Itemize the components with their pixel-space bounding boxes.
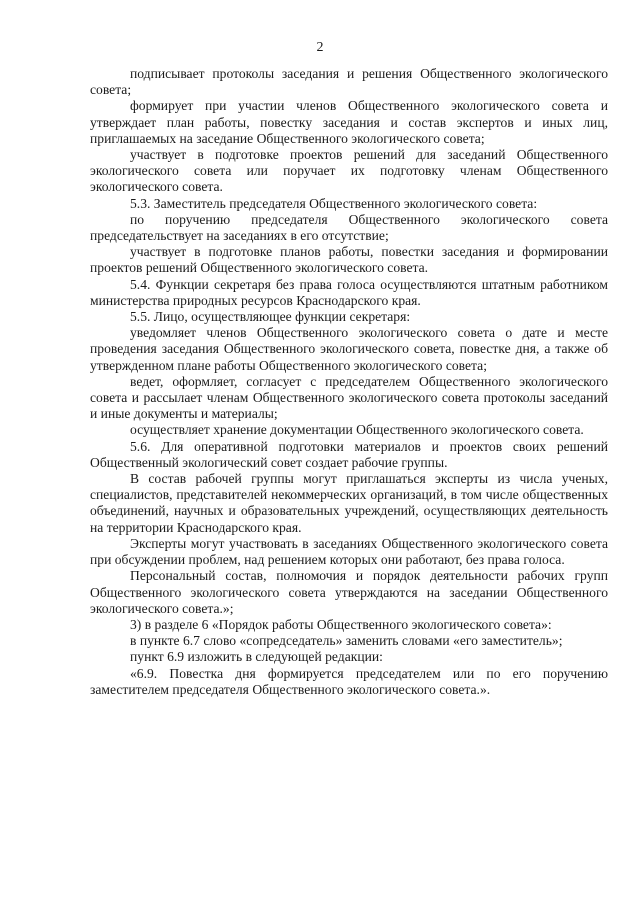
paragraph: Персональный состав, полномочия и порядок деятельности рабочих групп Общественного экологического совета утверждаются на заседании Общественного экологического совета.»; [90, 568, 608, 616]
paragraph: 5.6. Для оперативной подготовки материалов и проектов своих решений Общественный экологический совет создает рабочие группы. [90, 438, 608, 470]
paragraph: Эксперты могут участвовать в заседаниях Общественного экологического совета при обсуждении проблем, над решением которых они работают, без права голоса. [90, 535, 608, 568]
paragraph: В состав рабочей группы могут приглашаться эксперты из числа ученых, специалистов, представителей некоммерческих организаций, в том числе общественных объединений, научных и образовательных учреждений, осуществляющих деятельность на территории Краснодарского края. [90, 471, 608, 535]
paragraph: подписывает протоколы заседания и решения Общественного экологического совета; [90, 66, 608, 98]
page-number: 2 [316, 40, 324, 55]
paragraph: 3) в разделе 6 «Порядок работы Общественного экологического совета»: [130, 616, 552, 632]
paragraph: пункт 6.9 изложить в следующей редакции: [130, 649, 383, 665]
paragraph: 5.4. Функции секретаря без права голоса осуществляются штатным работником министерства природных ресурсов Краснодарского края. [90, 276, 608, 308]
paragraph: осуществляет хранение документации Общественного экологического совета. [130, 422, 584, 438]
document-body [90, 66, 608, 698]
paragraph: уведомляет членов Общественного экологического совета о дате и месте проведения заседания Общественного экологического совета, повестке дня, а также об утвержденном плане работы Общественного экологического совета; [90, 325, 608, 373]
paragraph: ведет, оформляет, согласует с председателем Общественного экологического совета и рассылает членам Общественного экологического совета протоколы заседаний и иные документы и материалы; [90, 373, 608, 422]
paragraph: участвует в подготовке планов работы, повестки заседания и формировании проектов решений Общественного экологического совета. [90, 244, 608, 276]
paragraph: участвует в подготовке проектов решений для заседаний Общественного экологического совета или поручает их подготовку членам Общественного экологического совета. [90, 147, 608, 195]
paragraph: в пункте 6.7 слово «сопредседатель» заменить словами «его заместитель»; [130, 633, 563, 649]
paragraph: 5.3. Заместитель председателя Общественного экологического совета: [130, 195, 538, 211]
paragraph: формирует при участии членов Общественного экологического совета и утверждает план работы, повестку заседания и состав экспертов и иных лиц, приглашаемых на заседание Общественного экологического совета; [90, 98, 608, 146]
paragraph: 5.5. Лицо, осуществляющее функции секретаря: [130, 309, 411, 325]
paragraph: по поручению председателя Общественного экологического совета председательствует на заседаниях в его отсутствие; [90, 211, 608, 244]
paragraph: «6.9. Повестка дня формируется председателем или по его поручению заместителем председателя Общественного экологического совета.». [90, 665, 608, 697]
